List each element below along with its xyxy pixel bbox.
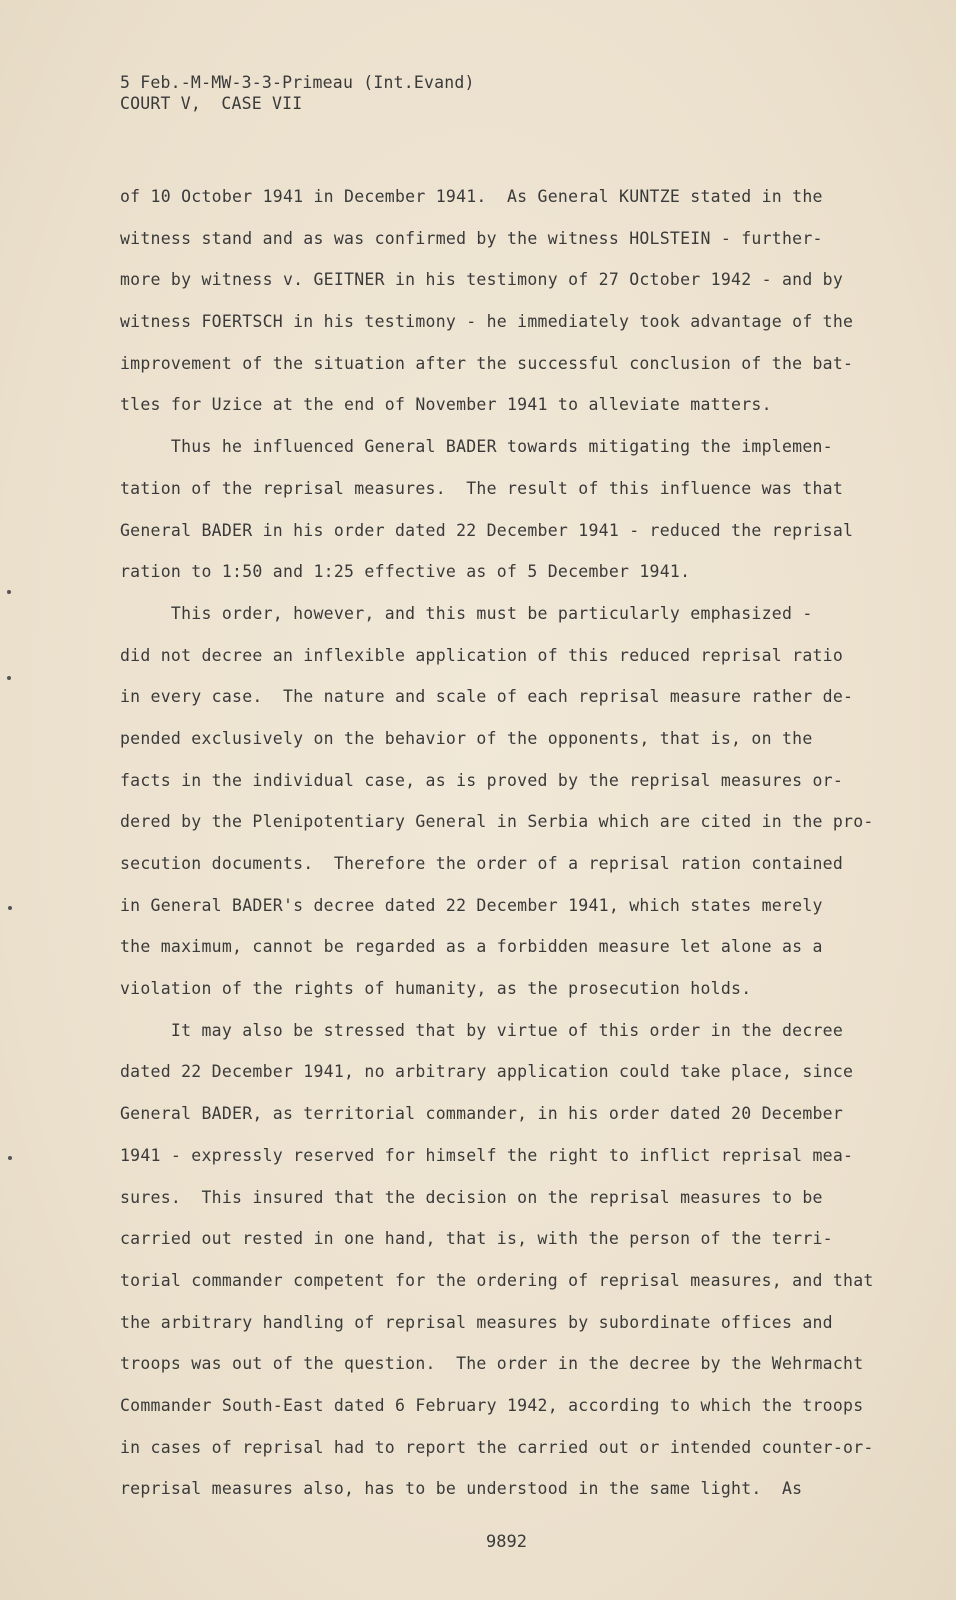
text-line: It may also be stressed that by virtue of this order in the decree — [120, 1020, 844, 1040]
text-line: General BADER, as territorial commander, in his order dated 20 December — [120, 1104, 844, 1124]
margin-mark — [8, 1156, 12, 1160]
text-line: pended exclusively on the behavior of the opponents, that is, on the — [120, 728, 813, 748]
text-line: This order, however, and this must be particularly emphasized - — [120, 603, 813, 623]
text-line: carried out rested in one hand, that is, with the person of the terri- — [120, 1229, 833, 1249]
text-line: violation of the rights of humanity, as the prosecution holds. — [120, 979, 752, 999]
text-line: tation of the reprisal measures. The result of this influence was that — [120, 478, 844, 498]
text-line: General BADER in his order dated 22 December 1941 - reduced the reprisal — [120, 520, 854, 540]
text-line: of 10 October 1941 in December 1941. As General KUNTZE stated in the — [120, 187, 823, 206]
text-line: the maximum, cannot be regarded as a forbidden measure let alone as a — [120, 937, 823, 957]
text-line: in General BADER's decree dated 22 December 1941, which states merely — [120, 895, 823, 915]
text-line: reprisal measures also, has to be understood in the same light. As — [120, 1479, 803, 1499]
text-line: Thus he influenced General BADER towards mitigating the implemen- — [120, 437, 833, 457]
text-line: tles for Uzice at the end of November 1941 to alleviate matters. — [120, 395, 772, 415]
header-session-line: 5 Feb.-M-MW-3-3-Primeau (Int.Evand) — [120, 73, 475, 92]
text-line: facts in the individual case, as is proved by the reprisal measures or- — [120, 770, 844, 790]
text-line: dated 22 December 1941, no arbitrary application could take place, since — [120, 1062, 854, 1082]
text-line: witness FOERTSCH in his testimony - he immediately took advantage of the — [120, 312, 854, 332]
text-line: troops was out of the question. The order in the decree by the Wehrmacht — [120, 1354, 864, 1374]
margin-mark — [7, 590, 11, 594]
text-line: in cases of reprisal had to report the carried out or intended counter-or- — [120, 1437, 874, 1457]
text-line: Commander South-East dated 6 February 1942, according to which the troops — [120, 1395, 864, 1415]
text-line: torial commander competent for the ordering of reprisal measures, and that — [120, 1270, 874, 1290]
text-line: the arbitrary handling of reprisal measures by subordinate offices and — [120, 1312, 833, 1332]
text-line: dered by the Plenipotentiary General in Serbia which are cited in the pro- — [120, 812, 874, 832]
text-line: did not decree an inflexible application of this reduced reprisal ratio — [120, 645, 844, 665]
page-number: 9892 — [486, 1532, 527, 1552]
document-header — [120, 72, 475, 114]
text-line: more by witness v. GEITNER in his testimony of 27 October 1942 - and by — [120, 270, 844, 290]
text-line: witness stand and as was confirmed by the witness HOLSTEIN - further- — [120, 228, 823, 248]
text-line: improvement of the situation after the successful conclusion of the bat- — [120, 353, 854, 373]
text-line: in every case. The nature and scale of each reprisal measure rather de- — [120, 687, 854, 707]
body-text — [120, 176, 880, 1510]
text-line: 1941 - expressly reserved for himself the right to inflict reprisal mea- — [120, 1145, 854, 1165]
text-line: secution documents. Therefore the order of a reprisal ration contained — [120, 854, 844, 873]
text-line: sures. This insured that the decision on the reprisal measures to be — [120, 1187, 823, 1207]
margin-mark — [8, 906, 12, 910]
text-line: ration to 1:50 and 1:25 effective as of 5 December 1941. — [120, 562, 691, 582]
margin-mark — [7, 676, 11, 680]
header-case-line: COURT V, CASE VII — [120, 94, 303, 113]
